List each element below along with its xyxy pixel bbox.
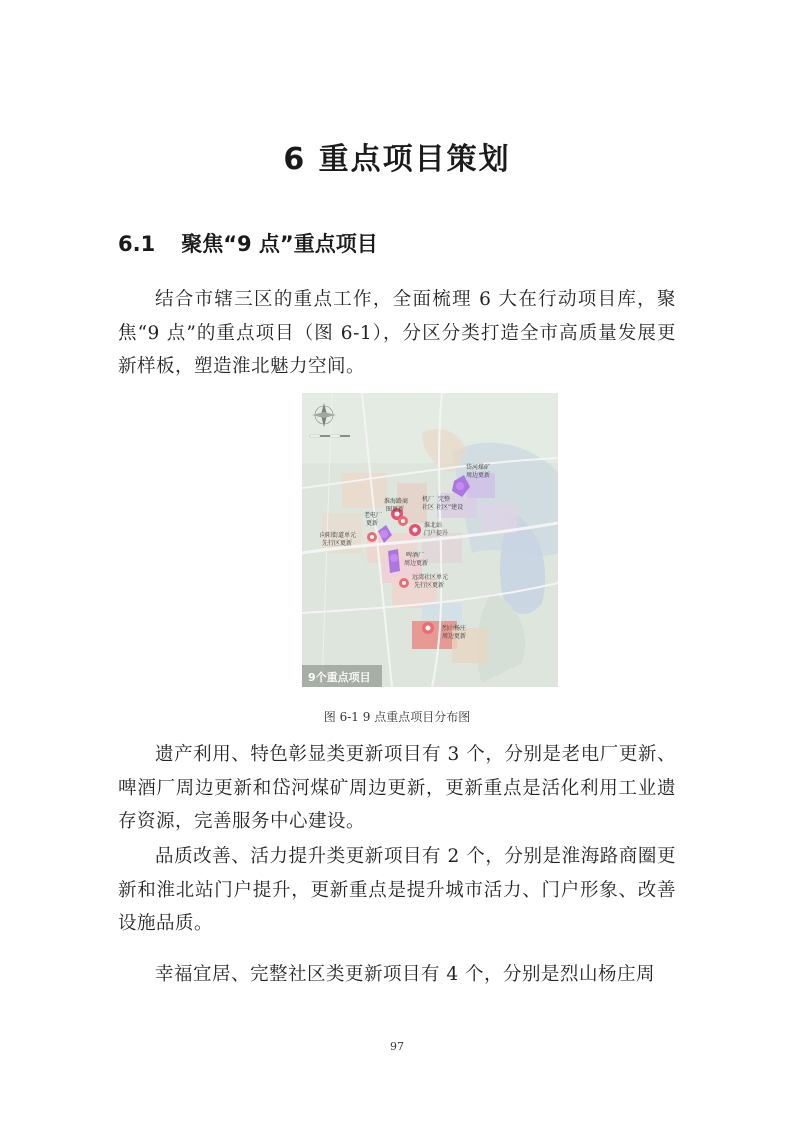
label-wanqiao-2: 先行区更新 — [414, 582, 445, 589]
label-jichang-1: 机厂 — [422, 496, 435, 503]
label-huaihai-1: 淮海路商 — [384, 498, 409, 505]
section-number: 6.1 — [118, 232, 156, 256]
quality-projects-paragraph: 品质改善、活力提升类更新项目有 2 个，分别是淮海路商圈更新和淮北站门户提升，更新重点是提升城市活力、门户形象、改善设施品质。 — [118, 846, 676, 934]
community-projects-paragraph: 幸福宜居、完整社区类更新项目有 4 个，分别是烈山杨庄周 — [155, 964, 656, 985]
label-xiangyang-1: 向阳街道单元 — [320, 532, 357, 539]
label-xiangyang-2: 先行区更新 — [322, 540, 353, 547]
marker-jichang — [398, 516, 408, 526]
page-number: 97 — [390, 1040, 404, 1053]
chapter-title: 6 重点项目策划 — [283, 142, 511, 177]
map-corner-label: 9个重点项目 — [308, 671, 371, 684]
intro-paragraph: 结合市辖三区的重点工作，全面梳理 6 大在行动项目库，聚焦“9 点”的重点项目（图 6-1），分区分类打造全市高质量发展更新样板，塑造淮北魅力空间。 — [118, 289, 676, 377]
label-complete-2: 社区”建设 — [436, 504, 464, 511]
label-huaihai-2: 圈更新 — [386, 506, 405, 513]
label-daihe-2: 周边更新 — [466, 472, 491, 479]
section-heading — [118, 228, 378, 258]
label-jichang-2: 社区 — [422, 504, 435, 511]
scale-bar-icon — [310, 435, 350, 437]
marker-xiangyang — [367, 532, 377, 542]
project-distribution-map — [302, 393, 558, 687]
marker-brewery — [388, 549, 400, 573]
label-power-1: 老电厂 — [364, 512, 383, 519]
label-station-2: 门户提升 — [424, 530, 449, 537]
label-lieshan-1: 烈山杨庄 — [442, 625, 467, 632]
label-daihe-1: 岱河煤矿 — [466, 464, 491, 471]
label-lieshan-2: 周边更新 — [442, 633, 467, 640]
section-title: 聚焦“9 点”重点项目 — [181, 232, 378, 256]
label-complete-1: 完整 — [438, 496, 451, 503]
label-brewery-2: 周边更新 — [404, 560, 429, 567]
label-station-1: 淮北站 — [424, 522, 443, 529]
label-brewery-1: 啤酒厂 — [406, 552, 425, 559]
label-wanqiao-1: 远湾社区单元 — [412, 574, 449, 581]
marker-wanqiao — [399, 578, 409, 588]
marker-lieshan — [422, 622, 434, 634]
marker-station — [409, 524, 421, 536]
figure-caption: 图 6-1 9 点重点项目分布图 — [323, 710, 471, 724]
label-power-2: 更新 — [366, 520, 379, 527]
industrial-projects-paragraph: 遗产利用、特色彰显类更新项目有 3 个，分别是老电厂更新、啤酒厂周边更新和岱河煤矿周边更新，更新重点是活化利用工业遗存资源，完善服务中心建设。 — [118, 744, 676, 832]
